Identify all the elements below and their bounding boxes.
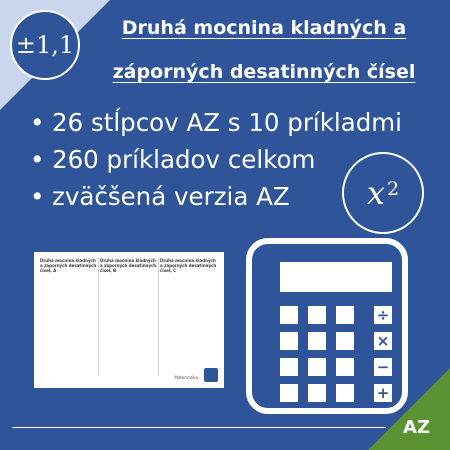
preview-exercise: [40, 303, 98, 309]
preview-exercise: [40, 312, 98, 318]
preview-exercise: [160, 348, 218, 354]
preview-exercise: [100, 321, 158, 327]
minus-key: −: [374, 358, 392, 376]
preview-exercise: [40, 294, 98, 300]
preview-exercise: [40, 348, 98, 354]
plus-key: +: [374, 384, 392, 402]
preview-footer-text: Matematika: [174, 375, 198, 380]
page-title: [96, 6, 432, 94]
calculator-key: [308, 332, 326, 350]
preview-exercise: [100, 285, 158, 291]
preview-column-title: Druhá mocnina kladných a záporných desatinných čísel, C: [160, 258, 217, 273]
preview-exercise: [160, 321, 218, 327]
preview-exercise: [160, 303, 218, 309]
multiply-key: ×: [374, 332, 392, 350]
preview-exercise: [40, 321, 98, 327]
bullet-icon: •: [30, 108, 45, 137]
preview-exercise: [100, 339, 158, 345]
calculator-key: [280, 358, 298, 376]
calculator-key: [336, 358, 354, 376]
preview-exercise: [160, 285, 218, 291]
preview-exercise: [160, 294, 218, 300]
calculator-key: [308, 306, 326, 324]
preview-column-title: Druhá mocnina kladných a záporných desatinných čísel, B: [100, 258, 157, 273]
preview-exercise: [160, 312, 218, 318]
calculator-key: [308, 358, 326, 376]
preview-exercise: [100, 276, 158, 282]
title-line-1: Druhá mocnina kladných a: [121, 17, 407, 39]
preview-exercise: [40, 330, 98, 336]
preview-exercise: [100, 330, 158, 336]
calculator-key: [336, 306, 354, 324]
formula-base: x: [366, 174, 385, 212]
az-label: AZ: [403, 417, 430, 438]
bullet-icon: •: [30, 145, 45, 174]
preview-exercise: [160, 276, 218, 282]
calculator-key: [280, 306, 298, 324]
calculator-key: [336, 384, 354, 402]
preview-column: [40, 258, 99, 376]
preview-exercise: [160, 330, 218, 336]
preview-exercise: [40, 276, 98, 282]
preview-exercise: [100, 312, 158, 318]
formula-exponent: 2: [386, 178, 400, 200]
feature-item: • zväčšená verzia AZ: [30, 178, 402, 215]
preview-logo-icon: [204, 368, 218, 382]
preview-exercise: [160, 339, 218, 345]
feature-item: • 26 stĺpcov AZ s 10 príkladmi: [30, 104, 402, 141]
preview-exercise: [40, 339, 98, 345]
calculator-key: [308, 384, 326, 402]
x-squared-badge: [342, 152, 424, 234]
calculator-key: [280, 384, 298, 402]
preview-column: [160, 258, 218, 376]
plus-minus-badge: [10, 10, 80, 80]
worksheet-preview: [34, 252, 224, 388]
bullet-icon: •: [30, 182, 45, 211]
badge-label: ±1,1: [15, 31, 75, 59]
calculator-key: [336, 332, 354, 350]
preview-exercise: [100, 348, 158, 354]
calculator-screen: [280, 262, 392, 292]
preview-column: [100, 258, 159, 376]
feature-item: • 260 príkladov celkom: [30, 141, 402, 178]
preview-exercise: [100, 294, 158, 300]
divide-key: ÷: [374, 306, 392, 324]
calculator-key: [280, 332, 298, 350]
preview-exercise: [100, 303, 158, 309]
title-line-2: záporných desatinných čísel: [112, 61, 416, 83]
preview-column-title: Druhá mocnina kladných a záporných desatinných čísel, A: [40, 258, 97, 273]
divider: [12, 427, 386, 428]
preview-exercise: [40, 285, 98, 291]
